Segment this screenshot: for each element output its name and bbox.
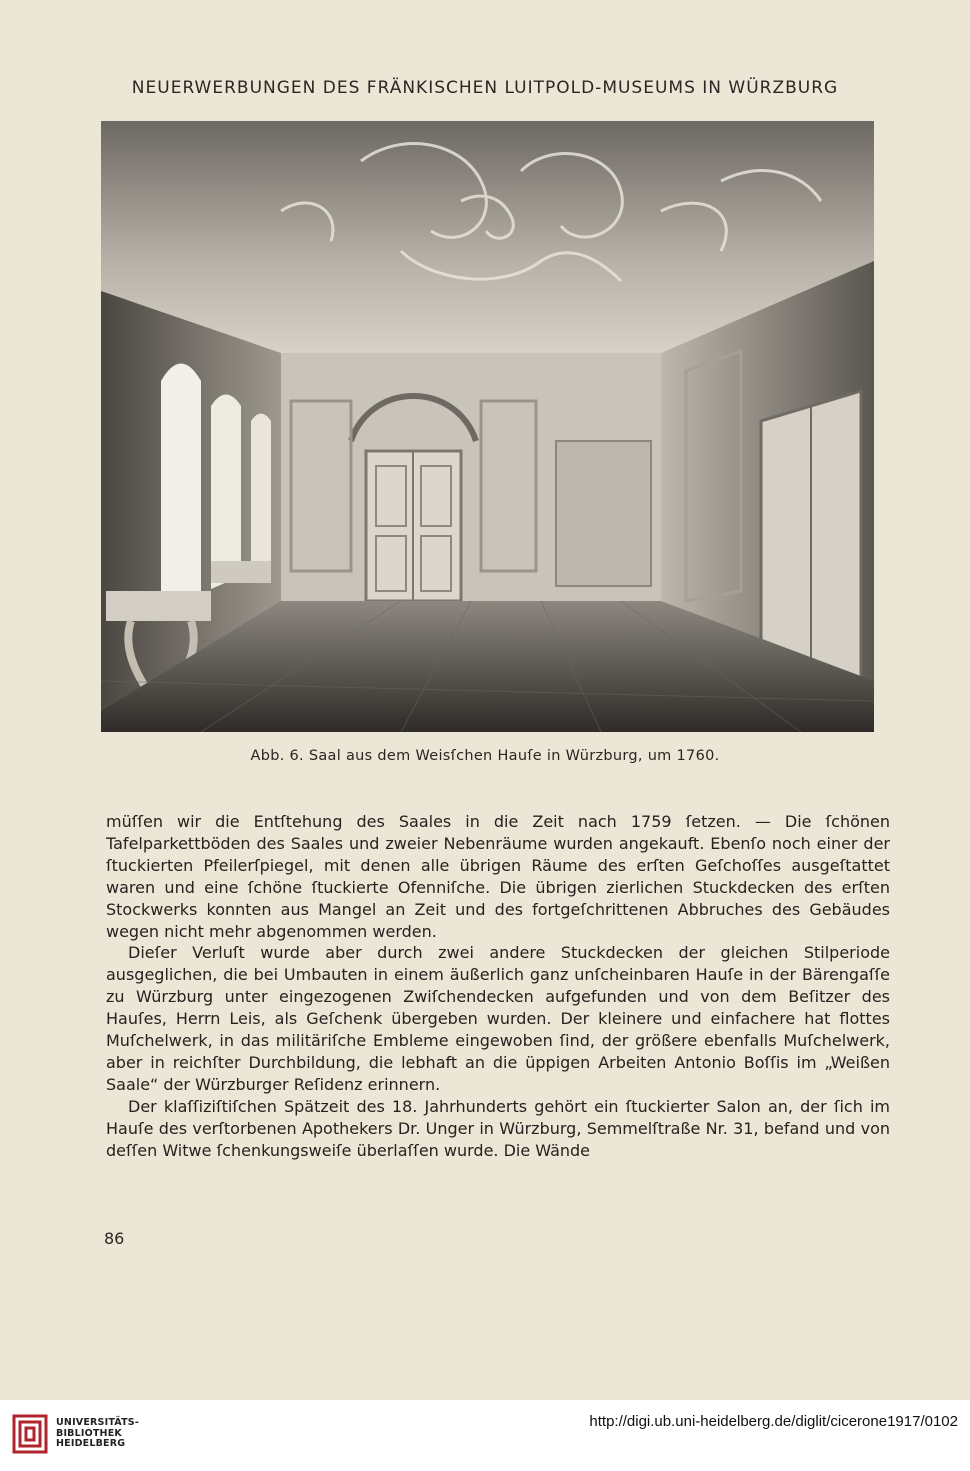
- paragraph: Dieſer Verluſt wurde aber durch zwei andere Stuckdecken der gleichen Stilperiode ausgeglichen, die bei Umbauten in einem äußerlich ganz unſcheinbaren Hauſe in der Bärengaſſe zu Würzburg unter eingezogenen Zwiſchendecken aufgefunden und von dem Beſitzer des Hauſes, Herrn Leis, als Geſchenk übergeben wurden. Der kleinere und einfachere hat flottes Muſchelwerk, in das militäriſche Embleme eingewoben ſind, der größere ebenfalls Muſchelwerk, aber in reichſter Durchbildung, die lebhaft an die üppigen Arbeiten Antonio Boſſis im „Weißen Saale“ der Würzburger Reſidenz erinnern.: [106, 943, 890, 1094]
- photograph-plate: [101, 121, 874, 732]
- page-number: 86: [104, 1229, 125, 1248]
- library-name-line: UNIVERSITÄTS-: [56, 1417, 139, 1428]
- library-name: [56, 1418, 139, 1450]
- figure-caption: Abb. 6. Saal aus dem Weisſchen Hauſe in Würzburg, um 1760.: [250, 748, 720, 764]
- library-logo-icon: [10, 1412, 50, 1456]
- paragraph: müſſen wir die Entſtehung des Saales in die Zeit nach 1759 ſetzen. — Die ſchönen Tafelparkettböden des Saales und zweier Nebenräume wurden angekauft. Ebenſo noch einer der ſtuckierten Pfeilerſpiegel, mit denen alle übrigen Räume des erſten Geſchoſſes ausgeſtattet waren und eine ſchöne ſtuckierte Ofenniſche. Die übrigen zierlichen Stuckdecken des erſten Stockwerks konnten aus Mangel an Zeit und des fortgeſchrittenen Abbruches des Gebäudes wegen nicht mehr abgenommen werden.: [106, 812, 890, 941]
- running-head: NEUERWERBUNGEN DES FRÄNKISCHEN LUITPOLD-MUSEUMS IN WÜRZBURG: [131, 78, 839, 98]
- source-url-link[interactable]: http://digi.ub.uni-heidelberg.de/diglit/cicerone1917/0102: [589, 1413, 958, 1430]
- paragraph: Der klaſſiziſtiſchen Spätzeit des 18. Jahrhunderts gehört ein ſtuckierter Salon an, der ſich im Hauſe des verſtorbenen Apothekers Dr. Unger in Würzburg, Semmelſtraße Nr. 31, befand und von deſſen Witwe ſchenkungsweiſe überlaſſen wurde. Die Wände: [106, 1096, 890, 1160]
- library-name-line: BIBLIOTHEK: [56, 1427, 122, 1439]
- body-text: [106, 811, 890, 1162]
- footer-bar: [0, 1400, 970, 1471]
- room-photograph: [101, 121, 874, 732]
- library-name-line: HEIDELBERG: [56, 1438, 126, 1449]
